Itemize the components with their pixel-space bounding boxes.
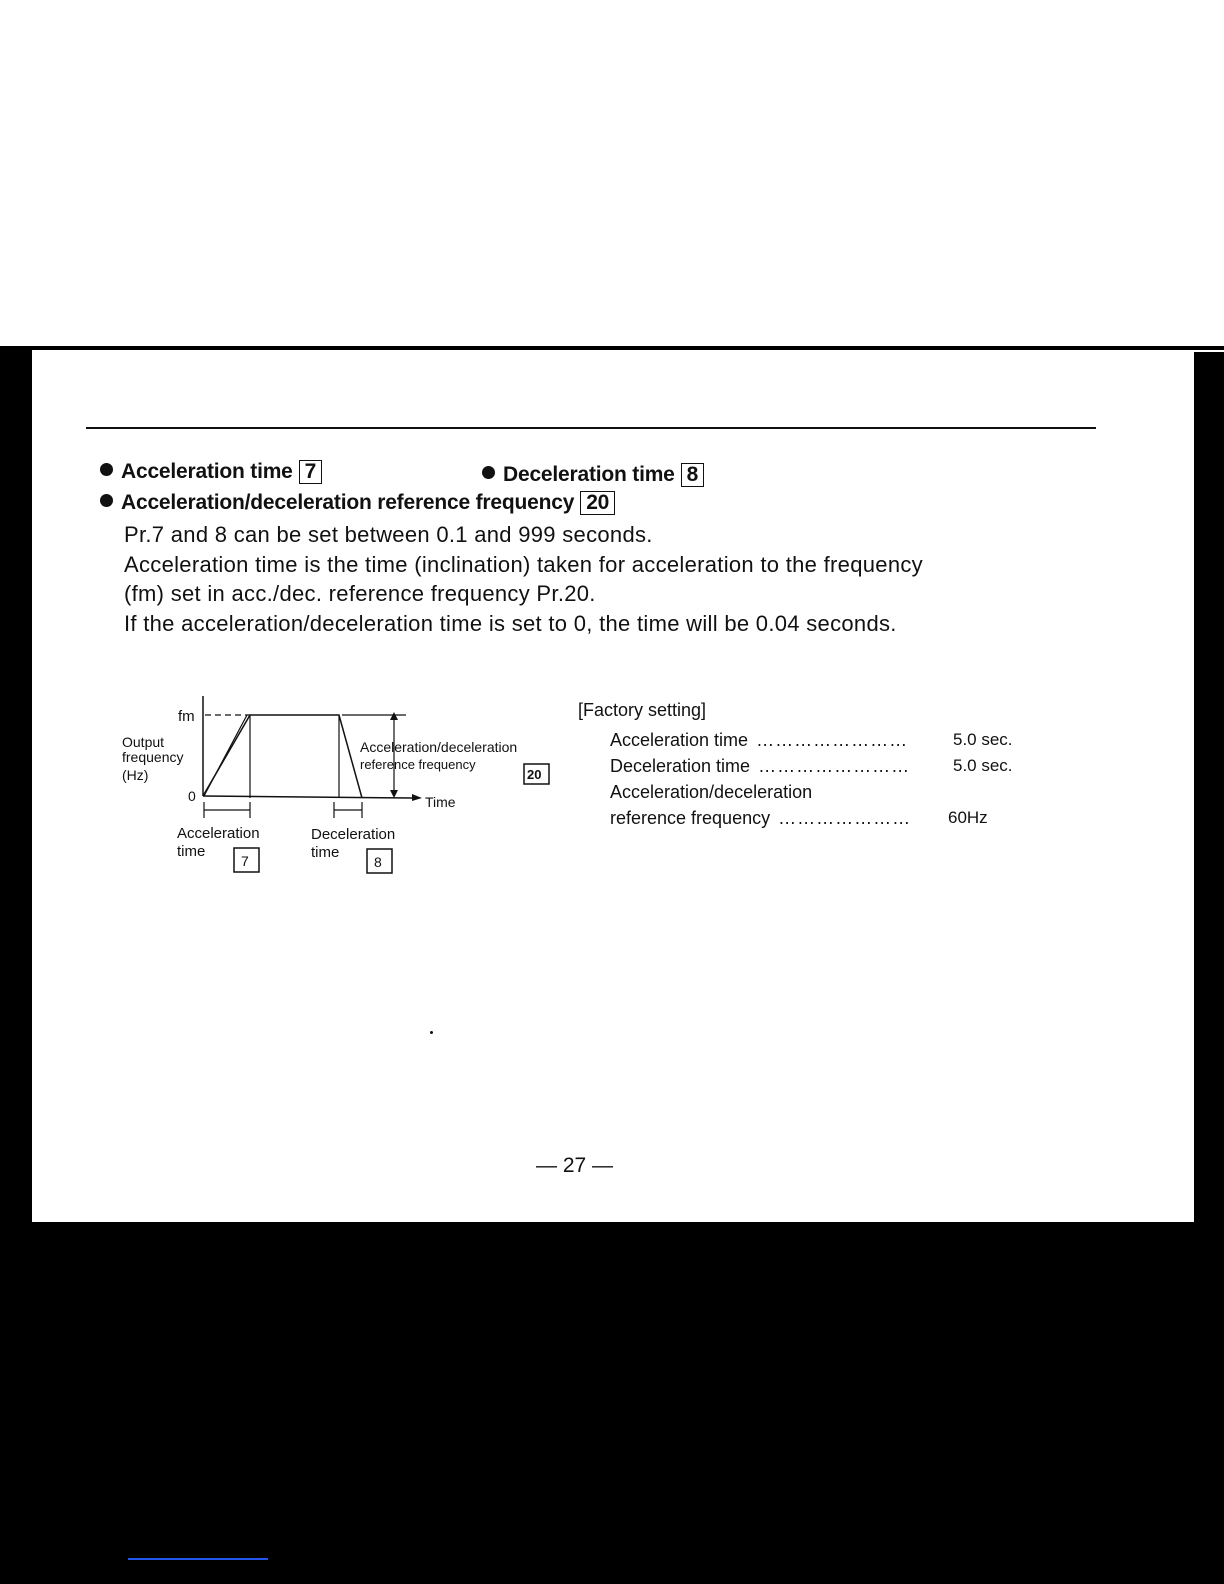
factory-decel-dots: …………………… — [758, 756, 911, 776]
page-number: — 27 — — [536, 1154, 614, 1177]
bullet-icon — [100, 494, 113, 507]
accel-param-label: 7 — [241, 853, 249, 869]
param-box-20: 20 — [580, 491, 615, 515]
factory-accel-dots: …………………… — [756, 730, 909, 750]
x-axis — [203, 796, 412, 798]
accel-time-label-1: Acceleration — [177, 825, 260, 842]
zero-label: 0 — [188, 788, 196, 804]
accel-time-label-2: time — [177, 843, 206, 860]
decel-time-label-2: time — [311, 844, 340, 861]
paragraph-line-4: If the acceleration/deceleration time is set to 0, the time will be 0.04 seconds. — [124, 611, 897, 636]
ref-param-label: 20 — [527, 767, 542, 782]
factory-ref-value: 60Hz — [948, 808, 988, 827]
bullet-icon — [100, 463, 113, 476]
accel-decel-diagram — [112, 688, 582, 893]
factory-accel-value: 5.0 sec. — [953, 730, 1013, 749]
factory-ref-label-2: reference frequency — [610, 808, 771, 828]
x-axis-arrow-icon — [412, 794, 422, 801]
factory-ref-dots: ………………… — [778, 808, 912, 828]
diagram-svg — [112, 688, 582, 888]
bullet-icon — [482, 466, 495, 479]
factory-row-accel — [578, 727, 1013, 753]
factory-row-ref-2 — [578, 805, 988, 831]
param-box-7: 7 — [299, 460, 322, 484]
y-axis-label-2: frequency — [122, 749, 184, 765]
factory-ref-label-1: Acceleration/deceleration — [610, 782, 813, 802]
paragraph-line-1: Pr.7 and 8 can be set between 0.1 and 999 seconds. — [124, 522, 653, 547]
ref-arrow-up-icon — [390, 712, 398, 720]
time-label: Time — [425, 794, 456, 810]
accel-slope — [204, 715, 247, 796]
scan-bottom-border — [0, 1222, 1224, 1584]
y-axis-label-3: (Hz) — [122, 767, 149, 783]
decel-param-label: 8 — [374, 854, 382, 870]
header-rule — [86, 427, 1096, 429]
y-axis-label-1: Output — [122, 734, 165, 750]
stray-dot — [430, 1031, 433, 1034]
decel-time-label-1: Deceleration — [311, 826, 396, 843]
factory-settings — [578, 700, 1013, 831]
factory-title: [Factory setting] — [578, 700, 707, 720]
blue-underline — [128, 1558, 268, 1560]
scan-right-border — [1194, 352, 1224, 1226]
ref-freq-label-1: Acceleration/deceleration — [360, 739, 518, 755]
scan-left-border — [0, 348, 32, 1228]
factory-decel-value: 5.0 sec. — [953, 756, 1013, 775]
factory-row-ref-1 — [578, 779, 911, 805]
factory-row-decel — [578, 753, 1013, 779]
factory-accel-label: Acceleration time — [610, 730, 749, 750]
ref-freq-label-2: reference frequency — [360, 757, 476, 772]
param-box-8: 8 — [681, 463, 704, 487]
factory-decel-label: Deceleration time — [610, 756, 751, 776]
heading-deceleration-time: Deceleration time 8 — [482, 463, 704, 487]
paper-edge-line — [414, 346, 1224, 348]
fm-label: fm — [178, 708, 195, 725]
ref-arrow-down-icon — [390, 790, 398, 798]
paragraph-line-2: Acceleration time is the time (inclination) taken for acceleration to the frequency — [124, 552, 923, 577]
heading-acceleration-time: Acceleration time 7 — [100, 460, 322, 484]
frequency-profile — [203, 715, 362, 798]
paragraph-line-3: (fm) set in acc./dec. reference frequency Pr.20. — [124, 581, 596, 606]
heading-reference-frequency: Acceleration/deceleration reference frequency 20 — [100, 491, 615, 515]
